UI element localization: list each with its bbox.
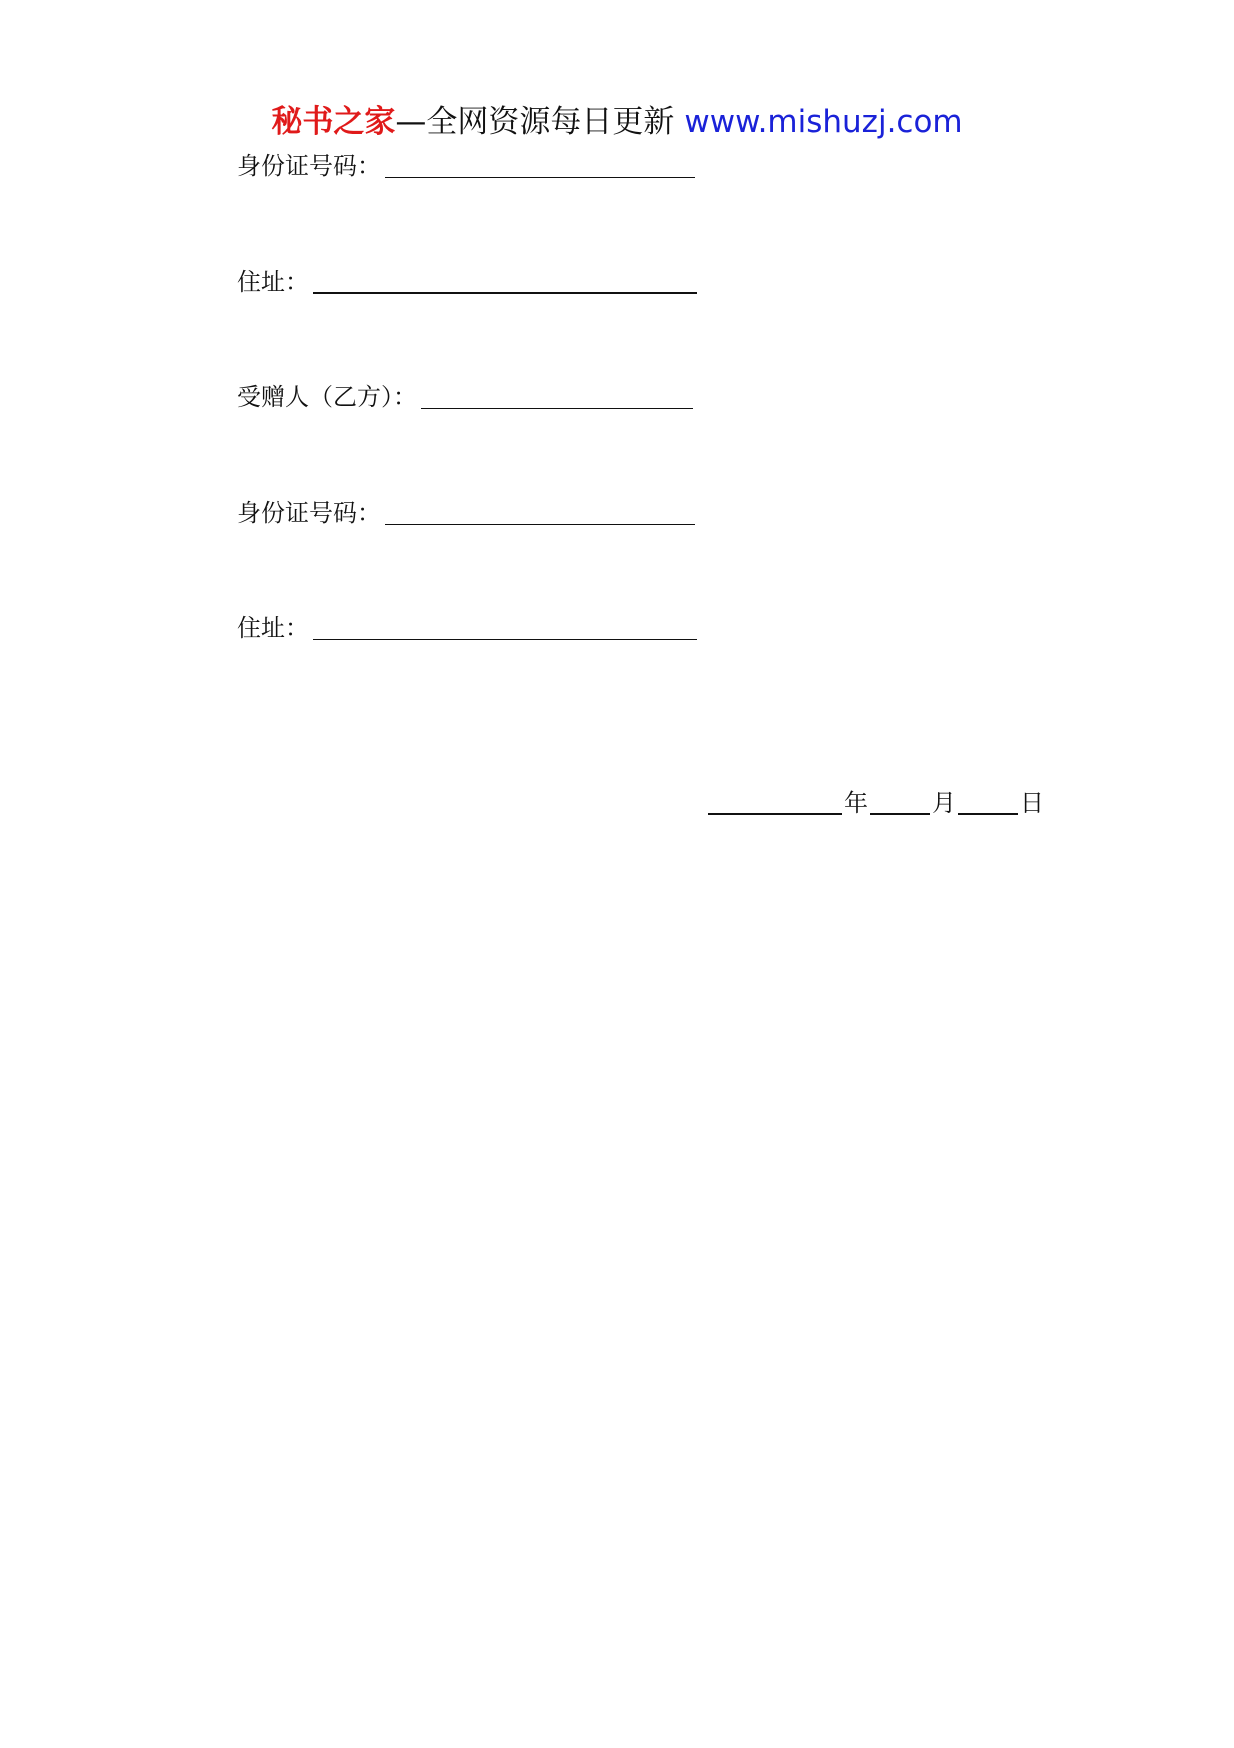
site-banner	[0, 100, 1234, 144]
donee-id-number-label: 身份证号码：	[237, 499, 381, 527]
day-blank[interactable]	[958, 787, 1018, 815]
donor-address-field	[237, 261, 697, 297]
banner-brand: 秘书之家	[271, 104, 396, 140]
year-blank[interactable]	[708, 787, 842, 815]
month-label: 月	[932, 789, 956, 817]
donee-address-blank[interactable]	[313, 613, 697, 640]
donor-address-blank[interactable]	[313, 266, 697, 294]
donor-id-number-field	[237, 145, 695, 181]
year-label: 年	[844, 789, 868, 817]
donee-field	[237, 376, 693, 412]
donor-address-label: 住址：	[237, 268, 309, 296]
signing-date	[708, 782, 1046, 818]
donee-address-field	[237, 607, 697, 643]
month-blank[interactable]	[870, 787, 930, 815]
donee-id-number-field	[237, 492, 695, 528]
donee-address-label: 住址：	[237, 614, 309, 642]
donee-name-blank[interactable]	[421, 382, 693, 409]
donee-id-number-blank[interactable]	[385, 498, 695, 525]
banner-url-link[interactable]: www.mishuzj.com	[684, 104, 963, 140]
day-label: 日	[1020, 789, 1044, 817]
donor-id-number-blank[interactable]	[385, 151, 695, 178]
donee-label: 受赠人（乙方）：	[237, 383, 417, 411]
banner-tagline: —全网资源每日更新	[395, 104, 675, 140]
donor-id-number-label: 身份证号码：	[237, 152, 381, 180]
